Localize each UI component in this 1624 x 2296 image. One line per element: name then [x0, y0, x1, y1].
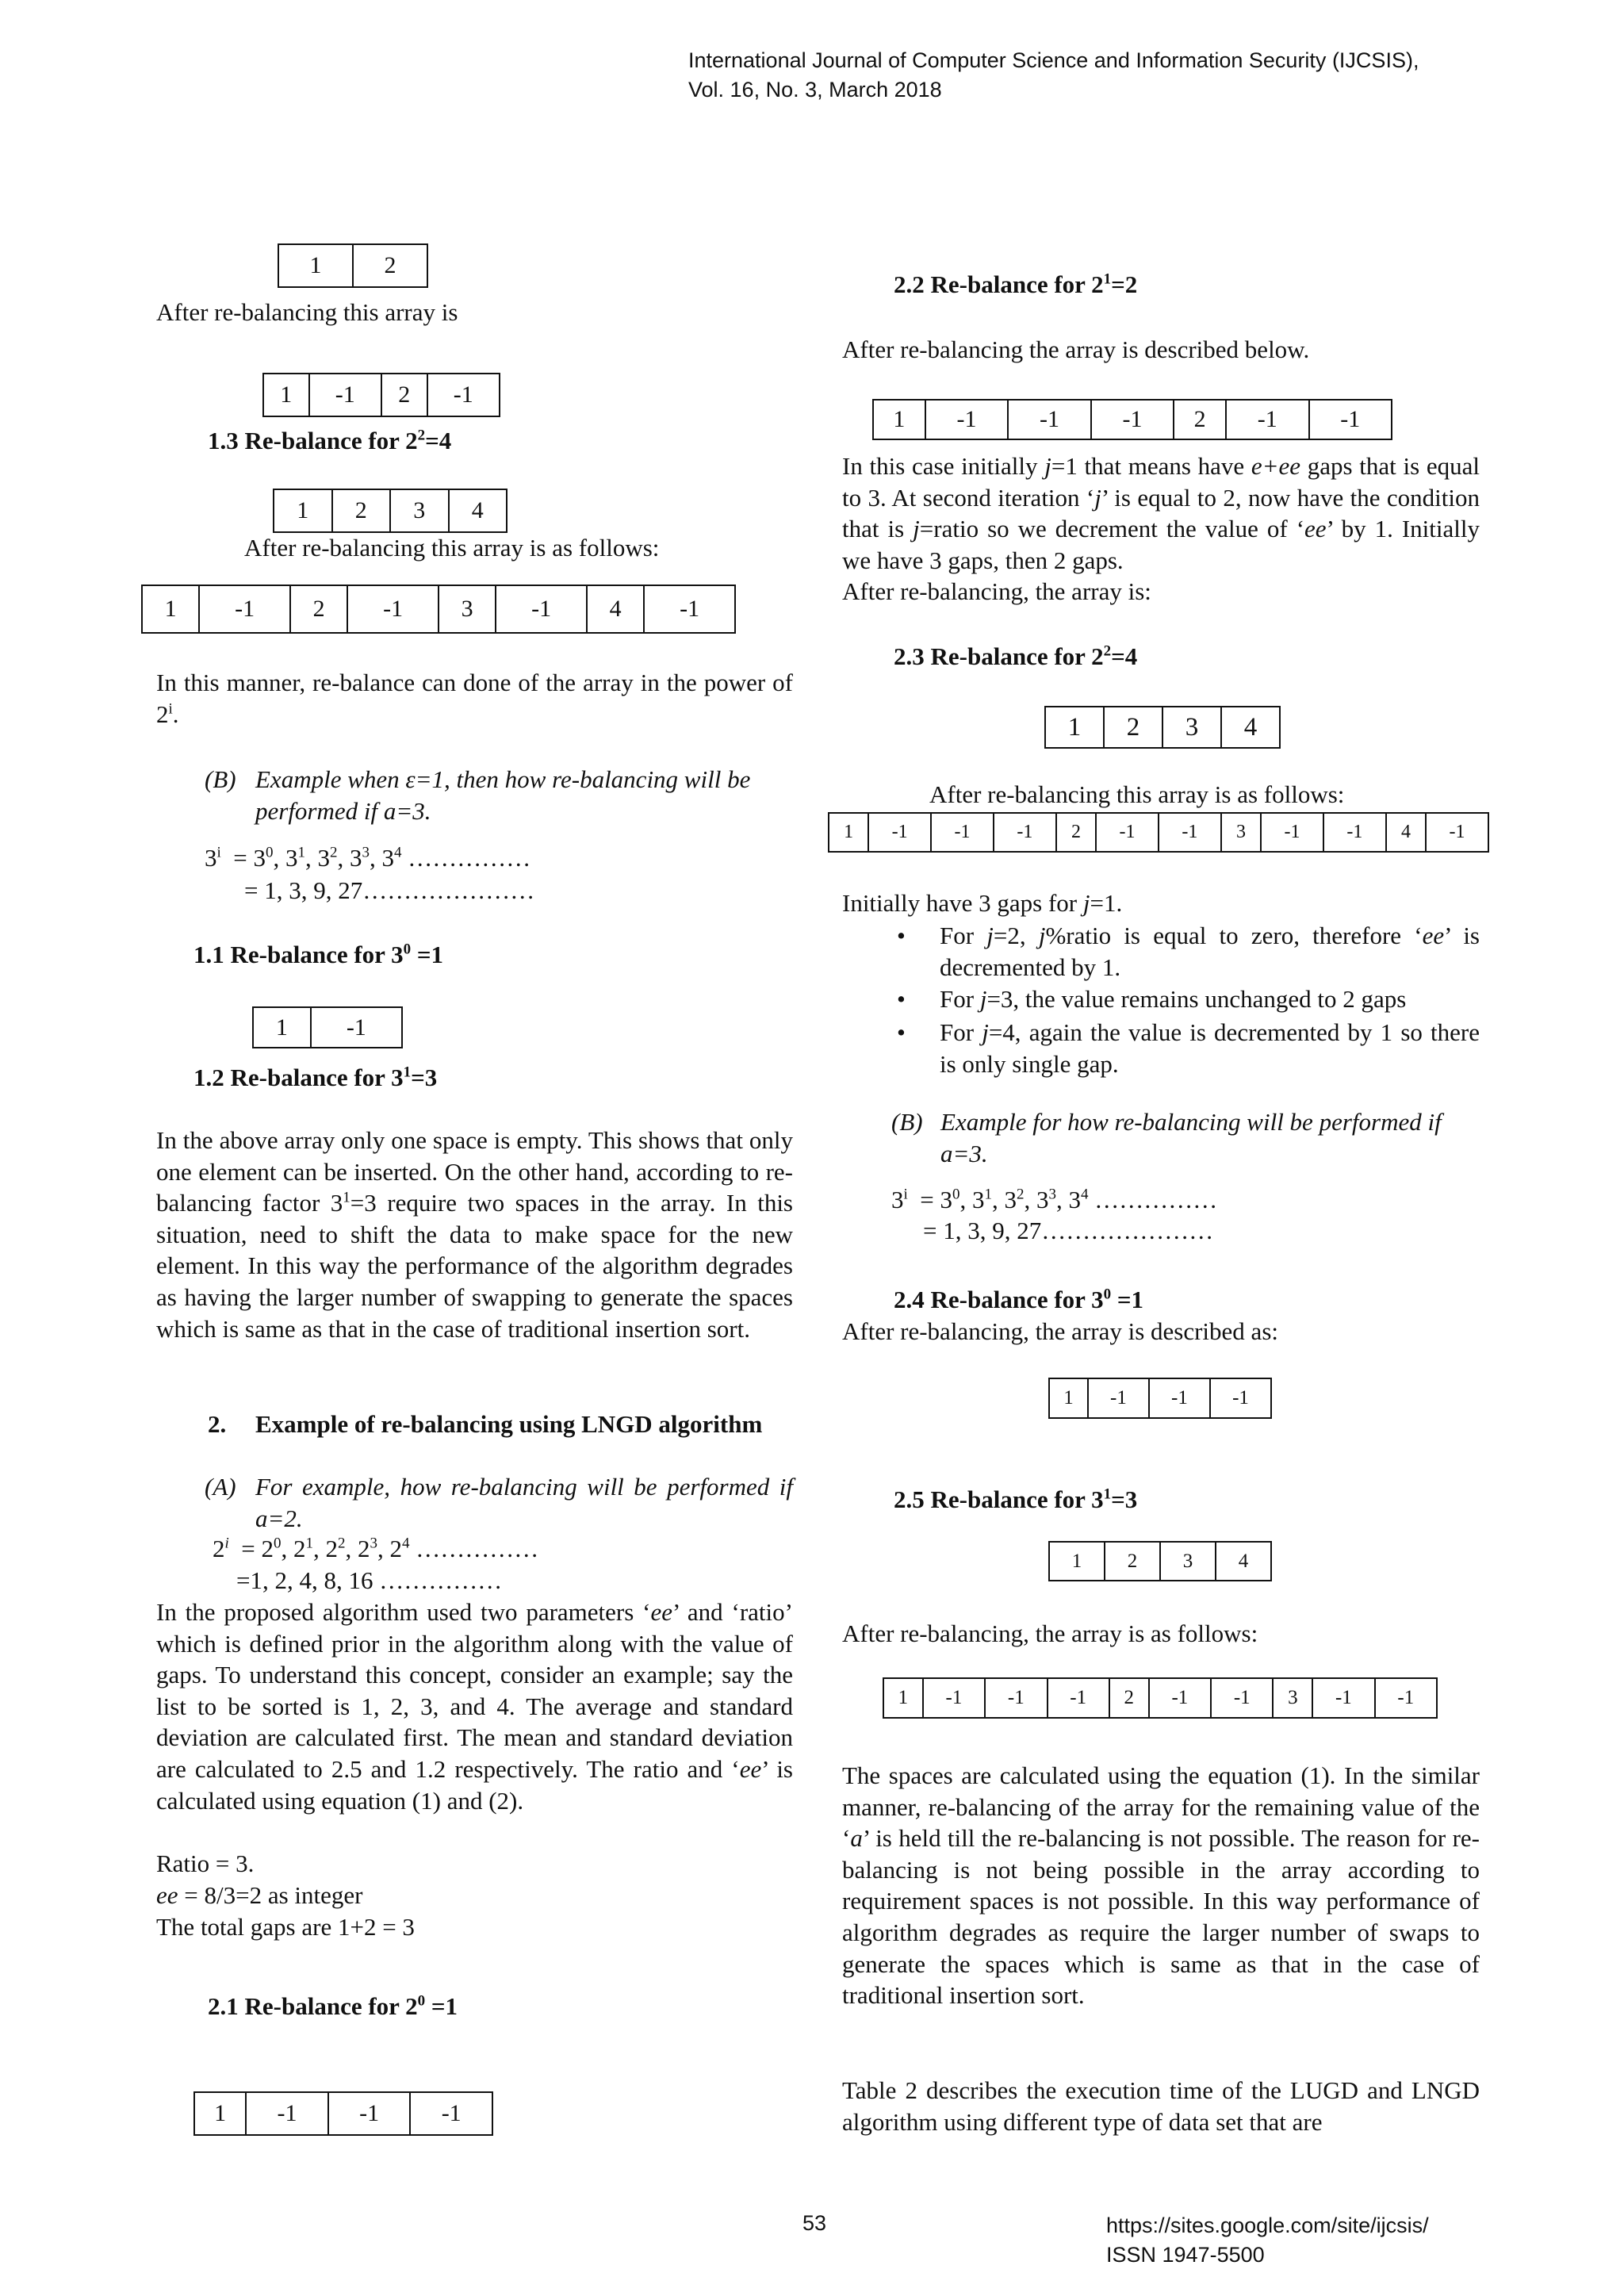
section-heading-1-2: [193, 1062, 437, 1093]
bullet-var-j: j: [982, 1018, 989, 1046]
array-cell: 3: [1273, 1678, 1312, 1718]
equation-powers-2: $2^i = 2^0$, $2^1$, $2^2$, $2^3$, $2^4$ ……………: [213, 1535, 539, 1562]
array-row: [274, 489, 507, 532]
array-cell: 4: [1221, 707, 1280, 748]
para-var-a: a: [850, 1824, 863, 1853]
array-cell: 1: [829, 813, 868, 852]
bullet-marker: •: [897, 922, 906, 949]
power-term: $3^1$: [972, 1186, 993, 1213]
power-term: $3^3$: [350, 844, 370, 872]
after-rebalancing-text: After re-balancing, the array is as follows:: [842, 1619, 1258, 1647]
array-cell: 1: [1045, 707, 1104, 748]
array-table: [262, 373, 500, 417]
array-table: [828, 812, 1489, 853]
heading-superscript: 1: [1103, 1485, 1112, 1503]
array-cell: -1: [1375, 1678, 1437, 1718]
example-a-text: For example, how re-balancing will be performed if a=2.: [255, 1473, 793, 1532]
eq-powers-list: $2^0$, $2^1$, $2^2$, $2^3$, $2^4$: [261, 1535, 410, 1562]
bullet-text: %ratio is equal to zero, therefore ‘: [1045, 922, 1423, 949]
bullet-marker: •: [897, 985, 906, 1013]
heading-text: 1.2 Re-balance for 3: [193, 1064, 404, 1091]
eq-powers-list: $3^0$, $3^1$, $3^2$, $3^3$, $3^4$: [940, 1186, 1089, 1213]
footer-site-info: [1106, 2211, 1429, 2270]
power-term: $3^3$: [1036, 1186, 1057, 1213]
array-cell: 1: [883, 1678, 923, 1718]
paragraph-above-array: [156, 1125, 793, 1344]
power-term: $3^0$: [253, 844, 274, 872]
journal-header-line1: International Journal of Computer Science and Information Security (IJCSIS),: [688, 48, 1419, 72]
eq-exponent: i: [224, 1535, 229, 1552]
array-cell: 1: [1049, 1378, 1088, 1418]
heading-superscript: 2: [1103, 642, 1112, 660]
array-cell: 3: [1160, 1542, 1216, 1581]
array-cell: -1: [1048, 1678, 1109, 1718]
heading-text-end: =1: [425, 1992, 458, 2020]
eq-powers-list: $3^0$, $3^1$, $3^2$, $3^3$, $3^4$: [253, 844, 402, 872]
heading-text-end: =2: [1111, 270, 1138, 298]
ee-line: [156, 1880, 363, 1911]
bullet-text: For: [940, 985, 980, 1013]
array-row: [873, 400, 1392, 439]
para-text: In the above array only one space is empty. This shows that only one element can be inserted. On the other hand, according to re-balancing factor 3: [156, 1126, 793, 1217]
power-term: $2^3$: [358, 1535, 378, 1562]
example-b-label: (B): [891, 1108, 923, 1136]
array-row: [883, 1678, 1437, 1718]
bullet-var-j: j: [986, 922, 994, 949]
array-table: [193, 2091, 493, 2136]
para-var-j: j: [1044, 452, 1051, 480]
array-cell: -1: [1149, 1678, 1211, 1718]
array-table: [141, 585, 736, 634]
array-cell: -1: [994, 813, 1056, 852]
array-cell: -1: [1309, 400, 1392, 439]
array-cell: 4: [1386, 813, 1426, 852]
array-cell: -1: [311, 1007, 402, 1048]
para-text: In this case initially: [842, 452, 1045, 480]
bullet-var-j: j: [1038, 922, 1046, 949]
equation-values-2: =1, 2, 4, 8, 16 ……………: [236, 1566, 503, 1594]
bullet-text-end: ’ is decremented by 1.: [940, 922, 1480, 981]
array-cell: -1: [1088, 1378, 1149, 1418]
bullet-text: =2,: [993, 922, 1039, 949]
array-table: [273, 489, 508, 533]
array-cell: 4: [587, 585, 644, 633]
para-var-j: j: [913, 515, 920, 543]
heading-text-end: =1: [411, 941, 444, 968]
array-cell: -1: [1149, 1378, 1210, 1418]
array-cell: -1: [1323, 813, 1386, 852]
footer-issn: ISSN 1947-5500: [1106, 2243, 1265, 2267]
paragraph-table-2: Table 2 describes the execution time of the LUGD and LNGD algorithm using different type of data set that are: [842, 2076, 1480, 2136]
bullet-marker: •: [897, 1018, 906, 1046]
array-table: [1044, 706, 1281, 749]
array-cell: 1: [142, 585, 199, 633]
array-cell: -1: [246, 2092, 328, 2135]
array-cell: -1: [199, 585, 290, 633]
footer-url: https://sites.google.com/site/ijcsis/: [1106, 2214, 1429, 2237]
array-row: [278, 244, 427, 287]
heading-superscript: 2: [417, 427, 426, 444]
array-cell: -1: [1159, 813, 1221, 852]
line-text-end: =1.: [1090, 889, 1123, 917]
bullet-text-end: =3, the value remains unchanged to 2 gaps: [986, 985, 1407, 1013]
after-rebalancing-text: After re-balancing, the array is described as:: [842, 1317, 1278, 1345]
array-cell: 2: [381, 374, 427, 416]
section-heading-2-5: [894, 1484, 1137, 1515]
array-cell: 3: [1221, 813, 1261, 852]
initially-gaps-line: [842, 887, 1122, 919]
power-term: $3^1$: [285, 844, 306, 872]
array-cell: 1: [278, 244, 353, 287]
array-cell: 4: [1216, 1542, 1271, 1581]
heading-superscript: 0: [403, 941, 412, 958]
heading-superscript: 0: [417, 1992, 426, 2010]
bullet-text-end: =4, again the value is decremented by 1 so there is only single gap.: [940, 1018, 1480, 1078]
array-cell: -1: [1226, 400, 1308, 439]
para-var-j: j: [1094, 483, 1101, 512]
section-heading-2: Example of re-balancing using LNGD algorithm: [255, 1410, 763, 1438]
equation-powers-3-right: $3^i = 3^0$, $3^1$, $3^2$, $3^3$, $3^4$ ……………: [891, 1186, 1218, 1213]
para-superscript: 1: [343, 1189, 350, 1206]
para-text: ’ is equal to 2, now have the condition that is: [842, 483, 1480, 543]
array-cell: -1: [1261, 813, 1323, 852]
heading-text: 1.1 Re-balance for 3: [193, 941, 404, 968]
paragraph-manner: [156, 667, 793, 730]
after-rebalancing-text: After re-balancing, the array is:: [842, 577, 1151, 605]
array-row: [1045, 707, 1280, 748]
heading-text: 2.5 Re-balance for 3: [894, 1485, 1104, 1513]
para-var-ee: ee: [1304, 515, 1327, 543]
array-cell: -1: [868, 813, 931, 852]
array-cell: 1: [274, 489, 332, 532]
array-cell: 1: [194, 2092, 246, 2135]
power-term: $2^4$: [389, 1535, 410, 1562]
array-cell: 2: [1104, 707, 1162, 748]
after-rebalancing-text: After re-balancing this array is as follows:: [244, 534, 660, 562]
total-gaps-line: The total gaps are 1+2 = 3: [156, 1913, 415, 1941]
eq-base: 3: [891, 1186, 904, 1213]
array-row: [263, 374, 500, 416]
array-cell: -1: [347, 585, 439, 633]
line-var-j: j: [1082, 889, 1090, 917]
para-text: =1 that means have: [1051, 452, 1251, 480]
array-cell: 2: [332, 489, 391, 532]
bullet-text: For: [940, 922, 987, 949]
eq-exponent: i: [903, 1186, 908, 1203]
array-cell: 1: [1049, 1542, 1105, 1581]
heading-text-end: =3: [411, 1064, 438, 1091]
power-term: $2^0$: [261, 1535, 282, 1562]
array-cell: -1: [1091, 400, 1174, 439]
power-term: $3^0$: [940, 1186, 960, 1213]
heading-superscript: 0: [1103, 1286, 1112, 1303]
paragraph-proposed-algorithm: [156, 1596, 793, 1816]
power-term: $2^2$: [325, 1535, 346, 1562]
array-row: [253, 1007, 402, 1048]
equation-values-3-right: = 1, 3, 9, 27…………………: [923, 1217, 1214, 1244]
line-text: Initially have 3 gaps for: [842, 889, 1083, 917]
array-cell: 2: [1056, 813, 1096, 852]
power-term: $2^1$: [293, 1535, 314, 1562]
power-term: $3^2$: [1004, 1186, 1025, 1213]
heading-text: 2.1 Re-balance for 2: [208, 1992, 418, 2020]
after-rebalancing-text: After re-balancing the array is described below.: [842, 335, 1310, 363]
array-cell: 4: [449, 489, 508, 532]
array-row: [1049, 1542, 1271, 1581]
equation-values-3: = 1, 3, 9, 27…………………: [244, 876, 535, 904]
array-row: [1049, 1378, 1271, 1418]
array-row: [829, 813, 1488, 852]
para-text-end: =3 require two spaces in the array. In this situation, need to shift the data to make space for the new element. In this way the performance of the algorithm degrades as having the larger number of swapping to generate the spaces which is same as that in the case of traditional insertion sort.: [156, 1189, 794, 1343]
ee-variable: ee: [156, 1881, 178, 1909]
array-cell: 2: [1109, 1678, 1149, 1718]
bullet-var-ee: ee: [1422, 922, 1445, 949]
heading-text-end: =4: [1111, 642, 1138, 670]
array-cell: 1: [263, 374, 309, 416]
heading-text: 2.2 Re-balance for 2: [894, 270, 1104, 298]
array-table: [252, 1006, 403, 1048]
equation-powers-3: $3^i = 3^0$, $3^1$, $3^2$, $3^3$, $3^4$ ……………: [205, 844, 531, 872]
array-cell: -1: [1210, 1378, 1271, 1418]
heading-text-end: =3: [1111, 1485, 1138, 1513]
array-table: [883, 1677, 1438, 1719]
eq-base: 2: [213, 1535, 225, 1562]
heading-superscript: 1: [1103, 270, 1112, 288]
para-text: =ratio so we decrement the value of ‘: [919, 515, 1305, 543]
array-cell: 3: [1162, 707, 1221, 748]
para-text: ’ and ‘ratio’ which is defined prior in the algorithm along with the value of gaps. To understand this concept, consider an example; say the list to be sorted is 1, 2, 3, and 4. The average and standard deviation are calculated first. The mean and standard deviation are calculated to 2.5 and 1.2 respectively. The ratio and ‘: [156, 1598, 793, 1783]
journal-header: [688, 46, 1419, 105]
bullet-item: [940, 920, 1480, 983]
example-a-label: (A): [205, 1473, 236, 1501]
eq-base: 3: [205, 844, 217, 872]
para-text: In the proposed algorithm used two parameters ‘: [156, 1598, 651, 1626]
page-number: 53: [802, 2211, 827, 2235]
array-cell: -1: [328, 2092, 411, 2135]
array-cell: -1: [427, 374, 500, 416]
heading-text-end: =4: [425, 427, 452, 454]
section-number-2: 2.: [208, 1410, 227, 1438]
power-term: $3^4$: [381, 844, 402, 872]
para-var-eee: e+ee: [1251, 452, 1301, 480]
array-cell: -1: [1312, 1678, 1374, 1718]
para-var-ee: ee: [739, 1754, 762, 1783]
after-rebalancing-text: After re-balancing this array is as follows:: [929, 780, 1345, 808]
example-b-text: Example when ε=1, then how re-balancing will be performed if a=3.: [255, 765, 751, 825]
bullet-item: [940, 983, 1480, 1015]
array-cell: 2: [1105, 1542, 1160, 1581]
para-text-end: .: [172, 700, 179, 728]
ee-line-text: = 8/3=2 as integer: [178, 1881, 363, 1909]
section-heading-1-3: [208, 425, 451, 456]
para-text-end: ’ is held till the re-balancing is not possible. The reason for re-balancing is not being possible in the array according to requirement spaces is not possible. In this way performance of algorithm degrades as require the larger number of swaps to generate the spaces which is same as that in the case of traditional insertion sort.: [842, 1824, 1480, 2010]
array-table: [872, 399, 1392, 440]
heading-text: 1.3 Re-balance for 2: [208, 427, 418, 454]
journal-header-line2: Vol. 16, No. 3, March 2018: [688, 78, 942, 102]
bullet-item: [940, 1017, 1480, 1079]
array-cell: -1: [931, 813, 994, 852]
array-table: [278, 243, 428, 288]
array-cell: 2: [353, 244, 427, 287]
array-cell: 2: [1174, 400, 1226, 439]
power-term: $3^2$: [317, 844, 338, 872]
para-text: gaps that is equal to 3. At second iteration ‘: [842, 452, 1480, 512]
para-var-ee: ee: [650, 1598, 673, 1626]
array-cell: -1: [644, 585, 735, 633]
para-text-end: ’ is calculated using equation (1) and (2).: [156, 1754, 793, 1815]
array-row: [194, 2092, 492, 2135]
section-heading-2-2: [894, 269, 1137, 300]
bullet-var-j: j: [979, 985, 987, 1013]
array-cell: -1: [925, 400, 1008, 439]
array-cell: 2: [290, 585, 347, 633]
bullet-text: For: [940, 1018, 982, 1046]
array-cell: 3: [439, 585, 496, 633]
array-cell: -1: [1096, 813, 1159, 852]
section-heading-2-3: [894, 641, 1137, 672]
heading-text-end: =1: [1111, 1286, 1144, 1313]
para-text-end: ’ by 1. Initially we have 3 gaps, then 2 gaps.: [842, 515, 1480, 574]
para-text: In this manner, re-balance can done of the array in the power of 2: [156, 669, 793, 728]
array-table: [1048, 1541, 1272, 1581]
array-cell: 1: [873, 400, 925, 439]
array-row: [142, 585, 735, 633]
section-heading-2-1: [208, 1991, 458, 2022]
array-cell: -1: [496, 585, 587, 633]
paragraph-initially-j: [842, 450, 1480, 576]
section-heading-1-1: [193, 939, 443, 970]
array-cell: -1: [1426, 813, 1488, 852]
para-superscript: i: [168, 700, 173, 718]
paragraph-spaces-calculated: [842, 1760, 1480, 2011]
ratio-line: Ratio = 3.: [156, 1849, 255, 1877]
heading-text: 2.3 Re-balance for 2: [894, 642, 1104, 670]
array-cell: -1: [1211, 1678, 1273, 1718]
array-cell: -1: [410, 2092, 492, 2135]
heading-superscript: 1: [403, 1064, 412, 1081]
eq-ellipsis: ……………: [1088, 1186, 1218, 1213]
para-text: The spaces are calculated using the equation (1). In the similar manner, re-balancing of the array for the remaining value of the ‘: [842, 1761, 1480, 1853]
eq-ellipsis: ……………: [409, 1535, 539, 1562]
eq-exponent: i: [216, 844, 221, 861]
power-term: $3^4$: [1068, 1186, 1089, 1213]
array-cell: -1: [1008, 400, 1090, 439]
section-heading-2-4: [894, 1284, 1143, 1315]
array-cell: 3: [390, 489, 449, 532]
example-b-label: (B): [205, 765, 236, 793]
example-b-text: Example for how re-balancing will be performed if a=3.: [940, 1108, 1442, 1167]
array-table: [1048, 1378, 1272, 1419]
array-cell: -1: [309, 374, 381, 416]
after-rebalancing-text: After re-balancing this array is: [156, 298, 458, 326]
eq-ellipsis: ……………: [401, 844, 531, 872]
heading-text: 2.4 Re-balance for 3: [894, 1286, 1104, 1313]
array-cell: -1: [923, 1678, 985, 1718]
array-cell: -1: [985, 1678, 1047, 1718]
array-cell: 1: [253, 1007, 311, 1048]
